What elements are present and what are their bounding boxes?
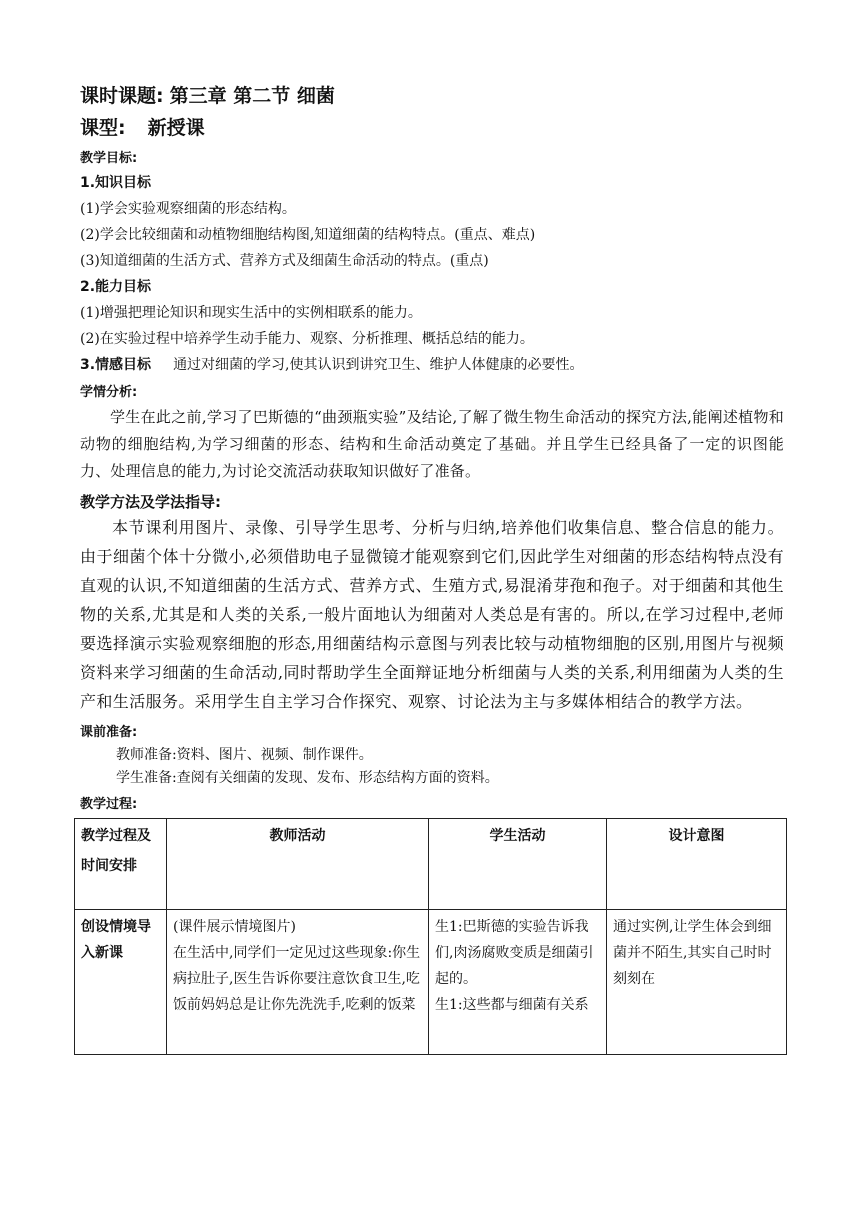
- knowledge-objective-title: 1.知识目标: [80, 175, 152, 191]
- course-title-label: 课时课题:: [80, 85, 164, 107]
- column-header: 设计意图: [607, 819, 787, 910]
- emotion-objective-label: 3.情感目标: [80, 357, 152, 373]
- course-type-label: 课型:: [80, 117, 126, 139]
- methods-heading: 教学方法及学法指导:: [80, 493, 221, 511]
- table-row: [75, 910, 787, 1055]
- student-preparation: 学生准备:查阅有关细菌的发现、发布、形态结构方面的资料。: [116, 770, 499, 786]
- emotion-objective-text: 通过对细菌的学习,使其认识到讲究卫生、维护人体健康的必要性。: [173, 357, 584, 373]
- lesson-plan-page: [80, 80, 784, 1055]
- process-heading: 教学过程:: [80, 797, 138, 812]
- analysis-paragraph: 学生在此之前,学习了巴斯德的“曲颈瓶实验”及结论,了解了微生物生命活动的探究方法,能阐述植物和动物的细胞结构,为学习细菌的形态、结构和生命活动奠定了基础。并且学生已经具备了一定的识图能力、处理信息的能力,为讨论交流活动获取知识做好了准备。: [80, 408, 784, 480]
- table-header-row: [75, 819, 787, 910]
- course-title-value: 第三章 第二节 细菌: [169, 85, 335, 107]
- teacher-preparation: 教师准备:资料、图片、视频、制作课件。: [116, 747, 373, 763]
- methods-paragraph: 本节课利用图片、录像、引导学生思考、分析与归纳,培养他们收集信息、整合信息的能力。由于细菌个体十分微小,必须借助电子显微镜才能观察到它们,因此学生对细菌的形态结构特点没有直观的认识,不知道细菌的生活方式、营养方式、生殖方式,易混淆芽孢和孢子。对于细菌和其他生物的关系,尤其是和人类的关系,一般片面地认为细菌对人类总是有害的。所以,在学习过程中,老师要选择演示实验观察细胞的形态,用细菌结构示意图与列表比较与动植物细胞的区别,用图片与视频资料来学习细菌的生命活动,同时帮助学生全面辩证地分析细菌与人类的关系,利用细菌为人类的生产和生活服务。采用学生自主学习合作探究、观察、讨论法为主与多媒体相结合的教学方法。: [80, 518, 784, 711]
- knowledge-item: (2)学会比较细菌和动植物细胞结构图,知道细菌的结构特点。(重点、难点): [80, 227, 536, 243]
- stage-cell: 创设情境导入新课: [75, 910, 167, 1055]
- ability-item: (1)增强把理论知识和现实生活中的实例相联系的能力。: [80, 305, 422, 321]
- course-type: [80, 112, 784, 144]
- analysis-heading: 学情分析:: [80, 385, 138, 400]
- knowledge-item: (3)知道细菌的生活方式、营养方式及细菌生命活动的特点。(重点): [80, 253, 489, 269]
- ability-item: (2)在实验过程中培养学生动手能力、观察、分析推理、概括总结的能力。: [80, 331, 534, 347]
- emotion-objective: [80, 352, 784, 378]
- course-title: [80, 80, 784, 112]
- course-type-value: 新授课: [147, 117, 205, 139]
- student-activity-cell: 生1:巴斯德的实验告诉我们,肉汤腐败变质是细菌引起的。 生1:这些都与细菌有关系: [429, 910, 607, 1055]
- objectives-heading: 教学目标:: [80, 151, 138, 166]
- design-intent-cell: 通过实例,让学生体会到细菌并不陌生,其实自己时时刻刻在: [607, 910, 787, 1055]
- knowledge-item: (1)学会实验观察细菌的形态结构。: [80, 201, 296, 217]
- teacher-activity-cell: (课件展示情境图片) 在生活中,同学们一定见过这些现象:你生病拉肚子,医生告诉你要注意饮食卫生,吃饭前妈妈总是让你先洗洗手,吃剩的饭菜: [167, 910, 429, 1055]
- column-header: 学生活动: [429, 819, 607, 910]
- preparation-heading: 课前准备:: [80, 725, 138, 740]
- column-header: 教师活动: [167, 819, 429, 910]
- ability-objective-title: 2.能力目标: [80, 279, 152, 295]
- column-header: 教学过程及时间安排: [75, 819, 167, 910]
- process-table: [74, 818, 787, 1055]
